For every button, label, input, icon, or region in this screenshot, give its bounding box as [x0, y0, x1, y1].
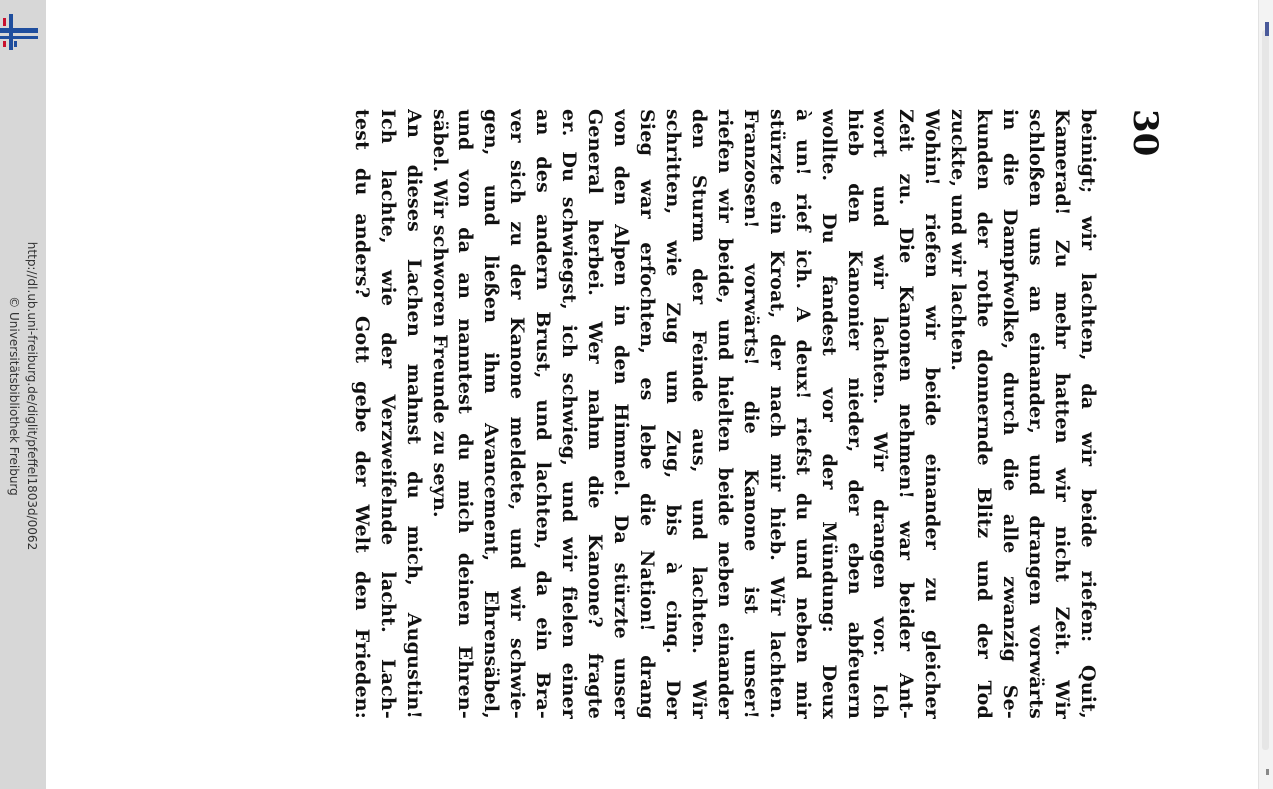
- text-line: kunden der rothe donnernde Blitz und der Tod: [973, 109, 996, 719]
- text-line: wollte. Du fandest vor der Mündung: Deux: [817, 109, 840, 719]
- edge-marker: [1266, 769, 1269, 775]
- text-line: schloßen uns an einander, und drangen vorwärts: [1025, 109, 1048, 719]
- edge-marker: [1265, 22, 1269, 36]
- text-line: und von da an nanntest du mich deinen Ehren-: [454, 109, 477, 719]
- scrollbar-thumb[interactable]: [1262, 30, 1269, 750]
- text-line: an des andern Brust, und lachten, da ein Bra-: [532, 109, 555, 719]
- text-line: in die Dampfwolke, durch die alle zwanzig Se-: [999, 109, 1022, 719]
- source-url[interactable]: http://dl.ub.uni-freiburg.de/diglit/pfeffel1803d/0062: [25, 241, 39, 551]
- text-line: er. Du schwiegst, ich schwieg, und wir fielen einer: [558, 109, 581, 719]
- sidebar: [0, 0, 47, 789]
- text-line: wort und wir lachten. Wir drangen vor. Ich: [869, 109, 892, 719]
- text-line: von den Alpen in den Himmel. Da stürzte unser: [610, 109, 633, 719]
- text-line: Sieg war erfochten, es lebe die Nation! drang: [636, 109, 659, 719]
- page-text-rotated: [102, 109, 1165, 719]
- text-line: Ich lachte, wie der Verzweifelnde lacht. Lach-: [376, 109, 399, 719]
- text-line: General herbei. Wer nahm die Kanone? fragte: [584, 109, 607, 719]
- text-line: ver sich zu der Kanone meldete, und wir schwie-: [506, 109, 529, 719]
- text-line: Zeit zu. Die Kanonen nehmen! war beider Ant-: [895, 109, 918, 719]
- text-line: schritten, wie Zug um Zug, bis à cinq. Der: [662, 109, 684, 719]
- text-line: Franzosen! vorwärts! die Kanone ist unser!: [739, 109, 762, 719]
- text-line: den Sturm der Feinde aus, und lachten. Wir: [687, 109, 710, 719]
- text-line: zuckte, und wir lachten.: [947, 109, 970, 372]
- copyright-credit: [0, 0, 46, 789]
- text-line: beinigt; wir lachten, da wir beide riefen: Quit,: [1077, 109, 1099, 719]
- scanned-page-view: [46, 0, 1259, 789]
- text-line: gen, und ließen ihm Avancement, Ehrensäbel,: [480, 109, 503, 719]
- text-line: säbel. Wir schworen Freunde zu seyn.: [428, 109, 451, 518]
- text-line: Kamerad! Zu mehr hatten wir nicht Zeit. Wir: [1051, 109, 1074, 719]
- text-line: riefen wir beide, und hielten beide neben einander: [713, 109, 736, 719]
- text-line: stürzte ein Kroat, der nach mir hieb. Wir lachten.: [765, 109, 788, 719]
- page-number: 30: [1125, 109, 1165, 157]
- text-line: An dieses Lachen mahnst du mich, Augustin!: [402, 109, 425, 719]
- text-line: hieb den Kanonier nieder, der eben abfeuern: [843, 109, 866, 719]
- text-line: test du anders? Gott gebe der Welt den Frieden:: [350, 109, 373, 719]
- text-lines: [348, 109, 1100, 719]
- vertical-scrollbar[interactable]: [1258, 0, 1273, 789]
- text-line: à un! rief ich. A deux! riefst du und neben mir: [791, 109, 814, 719]
- copyright-line: © Universitätsbibliothek Freiburg: [7, 296, 21, 496]
- text-line: Wohin! riefen wir beide einander zu gleicher: [921, 109, 944, 719]
